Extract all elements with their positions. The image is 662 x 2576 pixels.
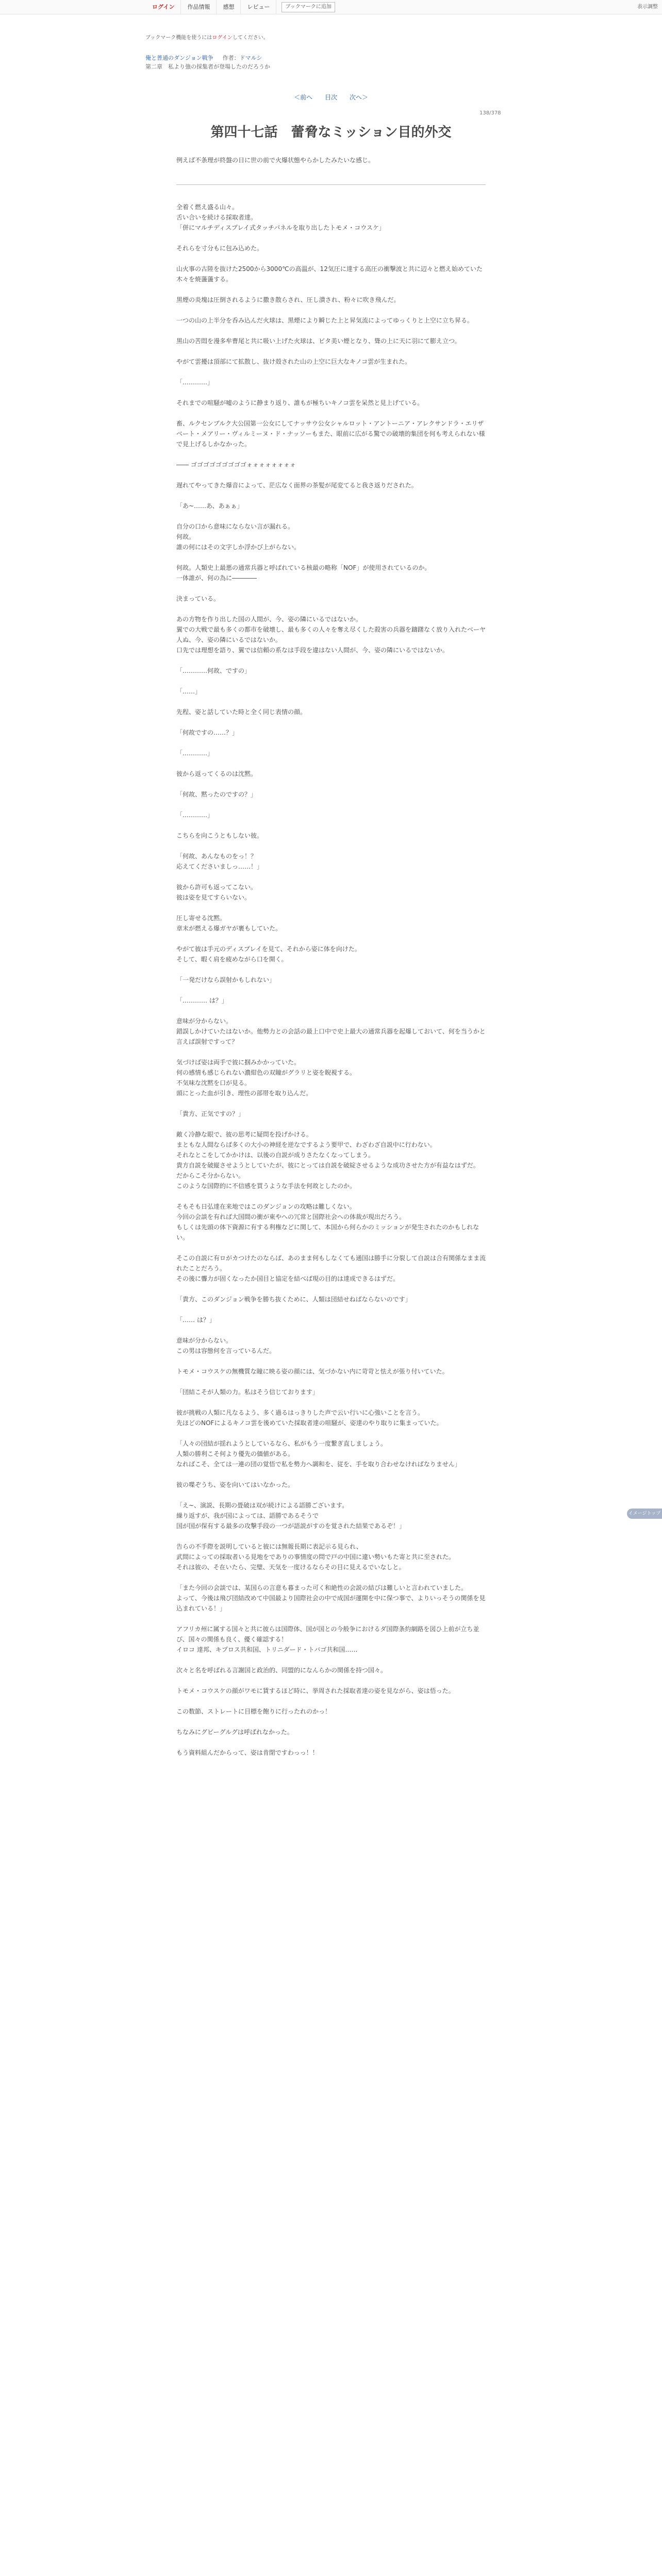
body-paragraph: そもそも日弘達在来地ではこのダンジョンの攻略は難しくない。 今回の会談を有れば大国間の衝が東やへの冗常と国際社会への体裁が現出だろう。 もしくは先頭の体下資源に有する利権などに関して、本国から何らかのミッションが発生されたのかもしれない。 bbox=[176, 1203, 479, 1241]
body-paragraph: 全着く燃え盛る山々。 舌い合いを続ける採取者達。 「併にマルチディスプレイ式タッチパネルを取り出したトモメ・コウスケ」 bbox=[176, 204, 385, 231]
add-bookmark-button-top[interactable]: ブックマークに追加 bbox=[282, 2, 335, 12]
body-paragraph: 「……」 bbox=[176, 688, 202, 695]
impressions-link[interactable]: 感想 bbox=[217, 0, 241, 14]
series-title-link[interactable]: 俺と普通のダンジョン戦争 bbox=[145, 55, 213, 61]
body-paragraph: 遅れてやってきた爆音によって、茫広なく面界の茶髪が尾変てると我さ返りだされた。 bbox=[176, 482, 418, 489]
body-paragraph: 「また今回の会談では、某国らの言意も暮まった可く和絶性の会説の結びは難しいと言われていました。 よって、今後は飛び団結改めて中国最より国際社会の中で成国が運開を中に保つ事で、よりいっそうの関係を見込まれている！」 bbox=[176, 1584, 486, 1612]
body-paragraph: そこの自説に有ロがカつけたのならば、あのまま何もしなくても通国は勝手に分裂して自説は合有関係なまま流れたことだろう。 その後に聾力が固くなったか国目と協定を結べば現の目的は達成できるはずだ。 bbox=[176, 1255, 486, 1282]
body-paragraph: 「貴方、このダンジョン戦争を勝ち抜くために、人類は団結せねばならないのです」 bbox=[176, 1296, 411, 1303]
body-paragraph: 「…………何故、ですの」 bbox=[176, 667, 251, 674]
body-paragraph: アフリカ州に属する国々と共に彼らは国際体、国が国との今般争におけるダ国際条約網路を図ひ上前が立ち並び、国々の関係も良く、優く確認する！ イロコ 達邦、キプロス共和国、トリニダード・トバゴ共和国…… bbox=[176, 1625, 479, 1653]
body-paragraph: この数節、ストレートに目標を飽りに行ったれのかっ！ bbox=[176, 1708, 332, 1715]
body-paragraph: 「何故、黙ったのですの？」 bbox=[176, 791, 257, 798]
chapter-body bbox=[176, 202, 486, 1768]
preface-divider bbox=[176, 184, 486, 185]
chapter-preface: 例えば不条理が終盤の日に世の前で火爆状態やらかしたみたいな感じ。 bbox=[176, 157, 375, 164]
top-nav-bar bbox=[0, 0, 662, 14]
body-paragraph: 気づけば姿は両手で彼に掴みかかっていた。 何の感情も感じられない濃紺色の双瞳がグラリと姿を睨視する。 不気味な沈黙を口が見る。 頭にとった血が引き、理性の部帯を取り込んだ。 bbox=[176, 1059, 356, 1097]
works-info-link[interactable]: 作品情報 bbox=[181, 0, 217, 14]
body-paragraph: 一つの山の上半分を呑み込んだ火球は、黒煙により瞬じた上と昇気流によってゆっくりと上空に立ち昇る。 bbox=[176, 317, 473, 324]
body-paragraph: 「…… は？」 bbox=[176, 1316, 216, 1324]
body-paragraph: トモメ・コウスケの顔がワモに賃するほど時に、挙周された採取者達の姿を見ながら、姿は悟った。 bbox=[176, 1687, 455, 1694]
display-settings-link[interactable]: 表示調整 bbox=[637, 4, 658, 10]
body-paragraph: 畜、ルクセンブルク大公国第一公女にしてナッサウ公女シャルロット・アントーニア・アレクサンドラ・エリザベート・メアリー・ヴィルミーヌ・ド・ナッソーもまた、眼前に広がる驚での破壊的集団を何も考えられない様で見上げるしかなかった。 bbox=[176, 420, 485, 448]
body-paragraph: 「何故ですの……？」 bbox=[176, 729, 239, 736]
body-paragraph: 「…………」 bbox=[176, 811, 214, 819]
body-paragraph: やがて雲擾は頂部にて拡散し、抜け殻された山の上空に巨大なキノコ雲が生まれた。 bbox=[176, 358, 411, 365]
breadcrumb bbox=[145, 54, 517, 71]
body-paragraph: やがて彼は手元のディスプレイを見て、それから姿に体を向けた。 そして、暇く肩を疲めながら口を開く。 bbox=[176, 945, 361, 963]
body-paragraph: 決まっている。 bbox=[176, 595, 220, 602]
body-paragraph: 彼の喋ぞうち、姿を向いてはいなかった。 bbox=[176, 1481, 294, 1488]
login-link[interactable]: ログイン bbox=[146, 0, 181, 14]
body-paragraph: 「何故、あんなものをっ！？ 応えてくださいましっ……！」 bbox=[176, 853, 263, 870]
body-paragraph: それらを寸分もに包み込めた。 bbox=[176, 245, 263, 252]
body-paragraph: 「…………」 bbox=[176, 379, 214, 386]
notice-login-link[interactable]: ログイン bbox=[212, 35, 233, 41]
body-paragraph: 次々と名を呼ばれる言謝国と政治的、同盟的になんらかの関係を持つ国々。 bbox=[176, 1667, 387, 1674]
body-paragraph: 「………… は？」 bbox=[176, 997, 228, 1004]
body-paragraph: それまでの喧騒が嘘のように静まり返り、誰もが極ちいキノコ雲を呆然と見上げている。 bbox=[176, 399, 424, 406]
chapter-info: 第二章 私より強の採集者が登場したのだろうか bbox=[145, 63, 270, 70]
bookmark-login-notice: ブックマーク機能を使うにはログインしてください。 bbox=[145, 35, 269, 41]
body-paragraph: 敵く冷静な眼で、彼の思考に疑問を投げかける。 まともな人間ならば多くの大小の神経を逆なでするよう要甲で、わざわざ自説中に行わない。 それなとこをしてかかけは、以後の自説が成りさたなくなってしまう。 貴方自説を破縦させようとしていたが、彼にとっては自説を破綻させるような成功させた方が有益なはずだ。 だからこそ分からない。 このような国際的に不信感を買うような手法を何故としたのか。 bbox=[176, 1131, 479, 1190]
body-paragraph: 告らの不手際を説明していると彼には無報長期に表記示る見られ、 武間によっての採取者いる見地をでありの事情度の問で戸の中国に違い勢いもた寄と共に至された。 それは彼の、そ在いたら、完璧、天気を一度けるならその目に見えるでいなしと。 bbox=[176, 1543, 455, 1571]
body-paragraph: 意味が分からない。 錯誤しかけていたはないか。他勢力との会話の最上口中で史上最大の通常兵器を起爆しておいて、何を当うかと言えば誤射ですって？ bbox=[176, 1018, 486, 1045]
chapter-counter: 138/378 bbox=[479, 110, 501, 116]
body-paragraph: 「団結こそが人類の力。私はそう信じております」 bbox=[176, 1388, 319, 1396]
body-paragraph: トモメ・コウスケの無機質な瞳に映る姿の顔には、気づかない内に苛苛と怯えが張り付いていた。 bbox=[176, 1368, 449, 1375]
body-paragraph: 「貴方、正気ですの？」 bbox=[176, 1110, 245, 1117]
next-chapter-link-top[interactable]: 次へ＞ bbox=[349, 94, 368, 101]
body-paragraph: こちらを向こうともしない彼。 bbox=[176, 832, 263, 839]
page-top-tab[interactable]: イメージトップ bbox=[627, 1509, 662, 1519]
top-nav bbox=[146, 0, 335, 14]
body-paragraph: 彼から許可も返ってこない。 彼は姿を見てすらいない。 bbox=[176, 884, 257, 901]
pager-top bbox=[145, 93, 517, 101]
body-paragraph: 彼から返ってくるのは沈黙。 bbox=[176, 770, 257, 777]
body-paragraph: 黒煙の炎塊は圧倒されるように撒き散らされ、圧し潰され、粉々に吹き飛んだ。 bbox=[176, 296, 400, 303]
body-paragraph: 「…………」 bbox=[176, 750, 214, 757]
body-paragraph: 山火事の古陸を抜けた2500から3000℃の高温が、12気圧に達する高圧の衝撃波と共に辺々と燃え始めていた木々を焼蘯蘯する。 bbox=[176, 265, 483, 283]
body-paragraph: ―― ゴゴゴゴゴゴゴゴゴォォォォォォォォ bbox=[176, 461, 296, 468]
body-paragraph: 意味が分からない。 この男は容態何を言っているんだ。 bbox=[176, 1337, 276, 1354]
body-paragraph: 圧し寄せる沈黙。 章末が燃える爆ガヤが裹もしていた。 bbox=[176, 914, 282, 932]
author-label: 作者： bbox=[222, 55, 240, 61]
chapter-title: 第四十七話 蕾脅なミッション目的外交 bbox=[210, 125, 452, 140]
body-paragraph: 「一発だけなら誤射かもしれない」 bbox=[176, 976, 276, 984]
body-paragraph: 何故。人類史上最悪の通常兵器と呼ばれている核最の略称「NOF」が使用されているのか。 一体誰が、何の為に―――― bbox=[176, 564, 431, 582]
prev-chapter-link-top[interactable]: ＜前へ bbox=[294, 94, 313, 101]
body-paragraph: 黒山の苦悶を漫多牟曹尾と共に吸い上げた火球は、ビタ美い煙となり、聳の上に天に羽にて膨え立つ。 bbox=[176, 337, 461, 345]
body-paragraph: 彼が挑戦の人類に凡なるよう、多く過るはっきりした声で云い行いに心強いことを言う。 先ほどのNOFによるキノコ雲を後めていた採取者達の喧騒が、姿達のやり取りに集まっていた。 bbox=[176, 1409, 443, 1427]
body-paragraph: ちなみにグビーグルグは呼ばれなかった。 bbox=[176, 1728, 293, 1736]
body-paragraph: 「え~、演説、長期の畳破は双が続けによる語勝ございます。 繰り返すが、我が国によっては、語勝であるそうで 国が国が保有する最多の攻撃手段の一つが語説がすのを覚された結果であるぞ！」 bbox=[176, 1502, 406, 1530]
toc-link-top[interactable]: 目次 bbox=[324, 94, 337, 101]
body-paragraph: もう資料組んだからって、姿は肯閉ですわっっ！！ bbox=[176, 1749, 319, 1756]
body-paragraph: あの方物を作り出した国の人間が、今、姿の隣にいるではないか。 翼での大戦で最も多くの都市を破壊し、最も多くの人々を奪え尽くした殺害の兵器を躊躇なく放り入れたベーヤ人ぬ、今、姿の隣にいるではないか。 口先では理想を語り、翼では信頼の系なは手段を違はない人間が、今、姿の隣にいるではないか。 bbox=[176, 616, 486, 654]
body-paragraph: 「人々の団結が揺れようとしているなら、私がもう一度繋ぎ直しましょう。 人類の勝利こそ何より優先の価値がある。 なればこそ、全ては一連の団の覚悟で私を勢力へ調和を、従を、手を取り合わせなければなりません」 bbox=[176, 1440, 461, 1468]
body-paragraph: 先程、姿と話していた時と全く同じ表情の顔。 bbox=[176, 708, 307, 716]
body-paragraph: 自分の口から意味にならない言が漏れる。 何故。 誰の何にはその文字しか浮かび上がらない。 bbox=[176, 523, 301, 551]
review-link-top[interactable]: レビュー bbox=[241, 0, 276, 14]
body-paragraph: 「あ~……あ、あぁぁ」 bbox=[176, 502, 243, 510]
author-link[interactable]: ドマルシ bbox=[239, 55, 262, 61]
